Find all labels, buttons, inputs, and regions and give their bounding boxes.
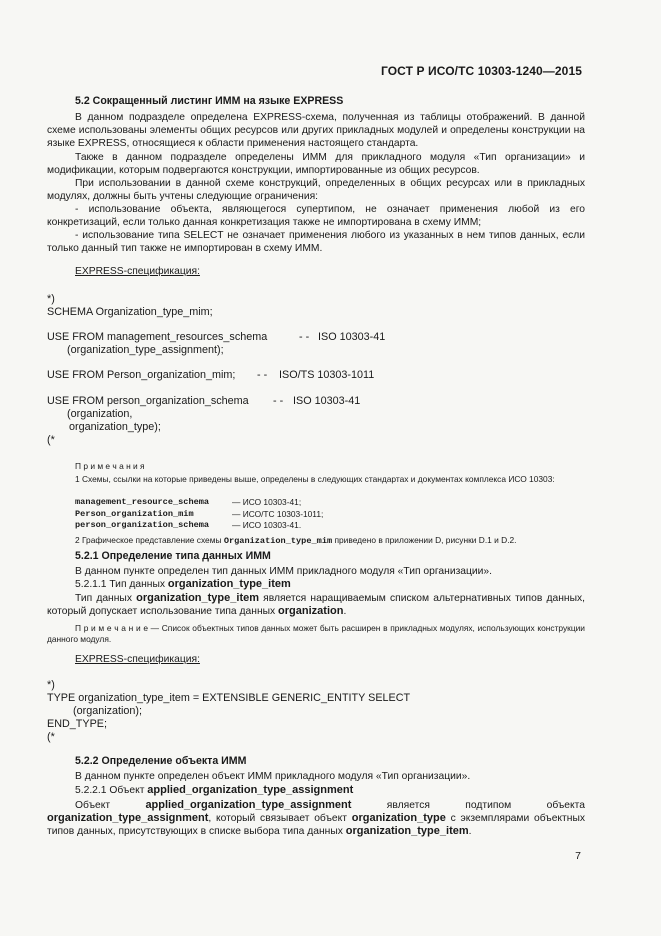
type-name: organization_type_item [167, 578, 291, 590]
code-line: TYPE organization_type_item = EXTENSIBLE GENERIC_ENTITY SELECT [47, 692, 411, 704]
section-5-2-2-title: 5.2.2 Определение объекта ИММ [75, 755, 247, 767]
schema-reference-row [75, 509, 585, 521]
note-1: 1 Схемы, ссылки на которые приведены выше, определены в следующих стандартах и документах комплекса ИСО 10303: [75, 474, 555, 484]
code-line: (organization, [67, 408, 133, 420]
section-5-2-title: 5.2 Сокращенный листинг ИММ на языке EXPRESS [75, 95, 344, 107]
section-5-2-para-4: - использование объекта, являющегося супертипом, не означает применения любой из его конкретизаций, если только данная конкретизация также не импортирована в схему ИММ; [47, 204, 585, 229]
text: Объект [75, 800, 146, 811]
schema-ref: — ИСО 10303-41. [232, 520, 302, 531]
schema-name: management_resource_schema [75, 497, 210, 507]
text: Тип данных [75, 593, 137, 604]
express-spec-label-2: EXPRESS-спецификация: [75, 654, 200, 665]
code-line: (* [47, 434, 55, 446]
schema-reference-row [75, 497, 585, 509]
section-5-2-1-para-1: В данном пункте определен тип данных ИММ прикладного модуля «Тип организации». [75, 566, 493, 577]
text: является наращиваемым списком альтернативных типов данных, который допускает использование типа данных [47, 593, 586, 618]
code-line: *) [47, 293, 55, 305]
code-comment-dash: - - [257, 369, 268, 381]
code-comment-dash: - - [299, 331, 310, 343]
note-2-schema-name: Organization_type_mim [223, 536, 333, 546]
code-comment: ISO 10303-41 [293, 395, 361, 407]
code-line: SCHEMA Organization_type_mim; [47, 306, 213, 318]
text: , который связывает объект [208, 813, 352, 825]
schema-reference-list [75, 497, 585, 532]
entity-name: applied_organization_type_assignment [145, 799, 352, 811]
section-5-2-para-5: - использование типа SELECT не означает применения любого из указанных в нем типов данных, если только данный тип также не импортирован в схему ИММ. [47, 230, 585, 255]
code-comment: ISO 10303-41 [318, 331, 386, 343]
subsection-label: 5.2.2.1 Объект [75, 785, 148, 796]
express-spec-label-1: EXPRESS-спецификация: [75, 266, 200, 277]
note-2 [75, 535, 595, 547]
type-name: organization [278, 605, 344, 618]
schema-name: person_organization_schema [75, 520, 210, 531]
schema-reference-row [75, 520, 585, 532]
note-5-2-1: П р и м е ч а н и е — Список объектных типов данных может быть расширен в прикладных модулях, использующих конструкции данного модуля. [47, 623, 585, 645]
schema-ref: — ИСО/ТС 10303-1011; [232, 508, 324, 519]
page-number: 7 [575, 850, 581, 862]
entity-name: organization_type_assignment [47, 812, 209, 825]
code-line: *) [47, 679, 55, 691]
subsection-5-2-1-1-title [75, 578, 585, 591]
code-line: (* [47, 731, 55, 743]
note-2-text: 2 Графическое представление схемы [75, 535, 224, 545]
text: является подтипом объекта [351, 800, 585, 811]
notes-title: П р и м е ч а н и я [75, 461, 145, 471]
subsection-label: 5.2.1.1 Тип данных [75, 579, 168, 590]
entity-name: applied_organization_type_assignment [147, 784, 354, 796]
code-line: END_TYPE; [47, 718, 107, 730]
subsection-5-2-2-1-title [75, 784, 585, 797]
section-5-2-2-para-1: В данном пункте определен объект ИММ прикладного модуля «Тип организации». [75, 771, 471, 782]
standard-header: ГОСТ Р ИСО/ТС 10303-1240—2015 [381, 64, 582, 78]
code-line: (organization); [73, 705, 143, 717]
code-line: (organization_type_assignment); [67, 344, 224, 356]
code-comment: ISO/TS 10303-1011 [279, 369, 375, 381]
text: . [468, 826, 472, 838]
type-name: organization_type_item [136, 592, 259, 604]
code-line: organization_type); [69, 421, 161, 433]
text: с экземплярами объектных типов данных, присутствующих в списке выбора типа данных [47, 813, 586, 838]
code-line: USE FROM management_resources_schema [47, 331, 268, 343]
section-5-2-para-2: Также в данном подразделе определены ИММ для прикладного модуля «Тип организации» и модификации, которым подвергаются конструкции, импортированные из общих ресурсов. [47, 152, 585, 177]
section-5-2-para-3: При использовании в данной схеме конструкций, определенных в общих ресурсах или в прикладных модулях, должны быть учтены следующие ограничения: [47, 178, 585, 203]
section-5-2-para-1: В данном подразделе определена EXPRESS-схема, полученная из таблицы отображений. В данной схеме использованы элементы общих ресурсов или других прикладных модулей и определены конструкции на языке EXPRESS, относящиеся к области применения настоящего стандарта. [47, 112, 585, 150]
code-line: USE FROM person_organization_schema [47, 395, 249, 407]
entity-name: organization_type [351, 812, 446, 825]
section-5-2-1-title: 5.2.1 Определение типа данных ИММ [75, 550, 271, 562]
type-name: organization_type_item [345, 825, 469, 838]
text: . [343, 606, 347, 618]
section-5-2-2-1-para [47, 799, 585, 839]
code-line: USE FROM Person_organization_mim; [47, 369, 236, 381]
note-2-text: приведено в приложении D, рисунки D.1 и D.2. [332, 535, 517, 545]
schema-ref: — ИСО 10303-41; [232, 497, 302, 507]
section-5-2-1-1-para [47, 592, 585, 618]
code-comment-dash: - - [273, 395, 284, 407]
schema-name: Person_organization_mim [75, 508, 194, 519]
